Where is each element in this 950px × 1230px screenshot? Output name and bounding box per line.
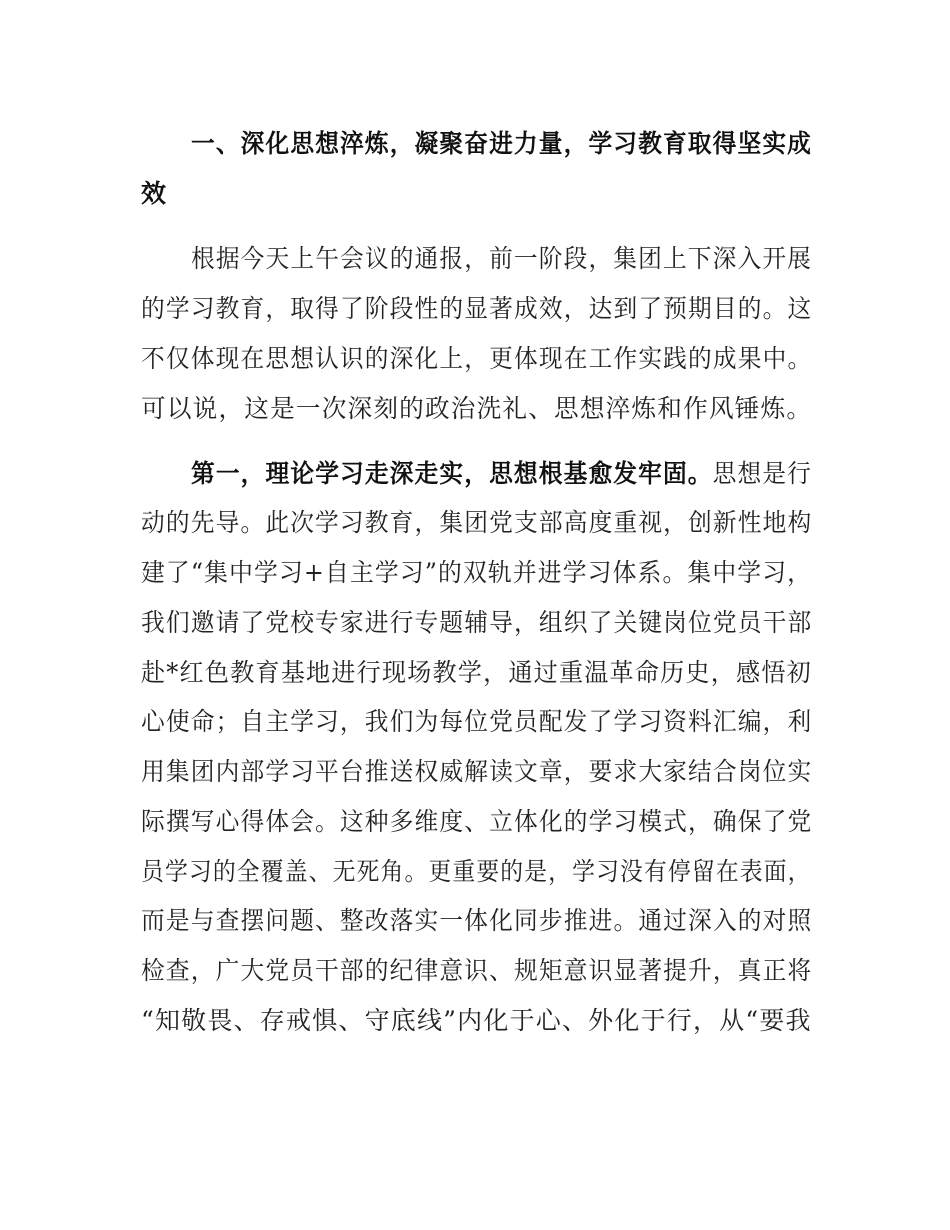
paragraph-2-line-10: 而是与查摆问题、整改落实一体化同步推进。通过深入的对照 — [141, 906, 813, 935]
paragraph-2-line-1 — [191, 457, 812, 491]
paragraph-2-line-3: 建了“集中学习+自主学习”的双轨并进学习体系。集中学习， — [141, 558, 813, 587]
paragraph-2-line-5: 赴*红色教育基地进行现场教学，通过重温革命历史，感悟初 — [141, 658, 812, 687]
paragraph-1-line-1: 根据今天上午会议的通报，前一阶段，集团上下深入开展 — [191, 244, 813, 273]
paragraph-2-line-8: 际撰写心得体会。这种多维度、立体化的学习模式，确保了党 — [141, 807, 813, 836]
paragraph-2-line-11: 检查，广大党员干部的纪律意识、规矩意识显著提升，真正将 — [141, 956, 813, 985]
paragraph-2-lead-rest: 思想是行 — [712, 459, 813, 488]
paragraph-2-line-2: 动的先导。此次学习教育，集团党支部高度重视，创新性地构 — [141, 508, 813, 537]
paragraph-2-line-9: 员学习的全覆盖、无死角。更重要的是，学习没有停留在表面， — [141, 857, 812, 886]
paragraph-2-lead-sentence: 第一，理论学习走深走实，思想根基愈发牢固。 — [191, 459, 713, 488]
section-heading-line-1: 一、深化思想淬炼，凝聚奋进力量，学习教育取得坚实成 — [191, 129, 813, 158]
paragraph-2-line-6: 心使命；自主学习，我们为每位党员配发了学习资料汇编，利 — [141, 707, 813, 736]
paragraph-1-line-2: 的学习教育，取得了阶段性的显著成效，达到了预期目的。这 — [141, 294, 813, 323]
paragraph-1-line-4: 可以说，这是一次深刻的政治洗礼、思想淬炼和作风锤炼。 — [141, 394, 813, 423]
paragraph-2-line-7: 用集团内部学习平台推送权威解读文章，要求大家结合岗位实 — [141, 757, 813, 786]
paragraph-1-line-3: 不仅体现在思想认识的深化上，更体现在工作实践的成果中。 — [141, 344, 813, 373]
section-heading-line-2: 效 — [141, 179, 168, 208]
paragraph-2-line-12: “知敬畏、存戒惧、守底线”内化于心、外化于行，从“要我 — [141, 1006, 812, 1035]
paragraph-2-line-4: 我们邀请了党校专家进行专题辅导，组织了关键岗位党员干部 — [141, 608, 813, 637]
